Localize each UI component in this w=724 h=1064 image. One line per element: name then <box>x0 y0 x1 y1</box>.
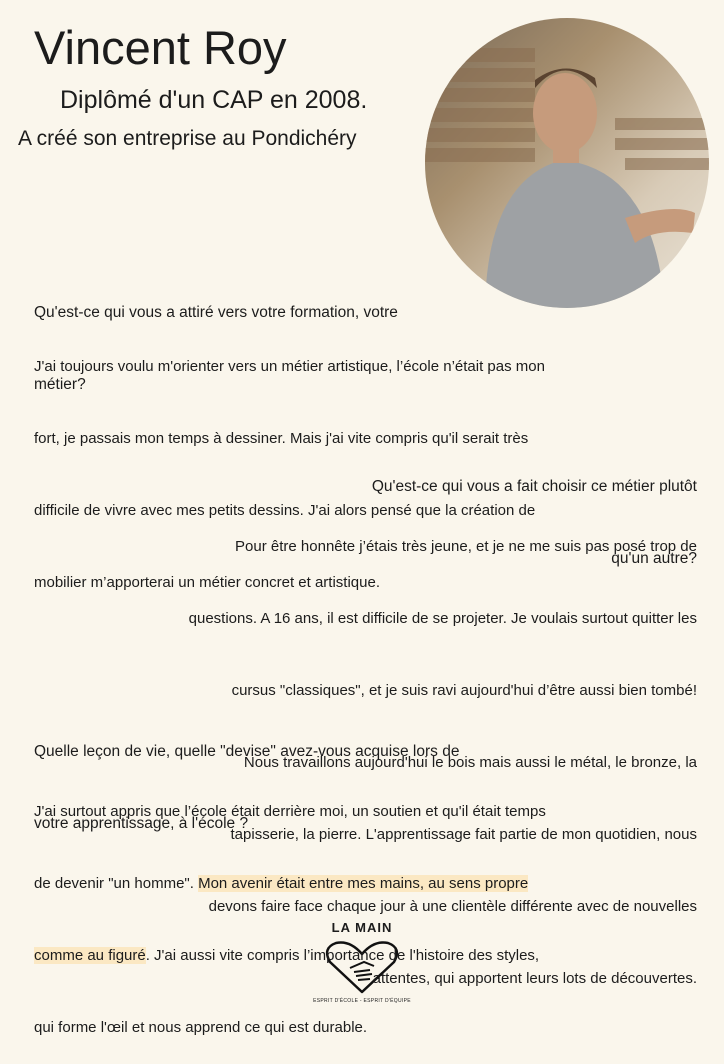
highlighted-text: Mon avenir était entre mes mains, au sens propre <box>198 875 529 892</box>
answer-line: cursus "classiques", et je suis ravi aujourd'hui d’être aussi bien tombé! <box>231 682 697 699</box>
question-line: votre apprentissage, à l'école ? <box>34 815 249 832</box>
answer-3 <box>34 752 546 1064</box>
answer-line: difficile de vivre avec mes petits dessins. J'ai alors pensé que la création de <box>34 502 536 519</box>
answer-line: Nous travaillons aujourd'hui le bois mais aussi le métal, le bronze, la <box>243 754 697 771</box>
portrait-photo <box>425 18 709 308</box>
logo-title: LA MAIN <box>331 920 393 935</box>
question-line: qu'un autre? <box>611 550 697 567</box>
question-line: Quelle leçon de vie, quelle "devise" avez-vous acquise lors de <box>34 743 460 760</box>
logo-tagline: ESPRIT D'ÉCOLE - ESPRIT D'ÉQUIPE <box>313 998 411 1004</box>
subtitle-company: A créé son entreprise au Pondichéry <box>18 127 357 150</box>
answer-line: qui forme l'œil et nous apprend ce qui est durable. <box>34 1019 368 1036</box>
question-line: Qu'est-ce qui vous a fait choisir ce métier plutôt <box>371 478 697 495</box>
answer-line: J'ai toujours voulu m'orienter vers un métier artistique, l’école n’était pas mon <box>34 358 545 375</box>
answer-text: . J'ai aussi vite compris l’importance de l'histoire des styles, <box>145 947 540 964</box>
answer-line: attentes, qui apportent leurs lots de découvertes. <box>372 970 697 987</box>
answer-line: questions. A 16 ans, il est difficile de se projeter. Je voulais surtout quitter les <box>188 610 697 627</box>
subtitle-diploma: Diplômé d'un CAP en 2008. <box>60 86 368 114</box>
page-title: Vincent Roy <box>34 21 287 74</box>
answer-text: de devenir "un homme". <box>34 875 199 892</box>
answer-line: tapisserie, la pierre. L'apprentissage fait partie de mon quotidien, nous <box>230 826 697 843</box>
highlighted-text: comme au figuré <box>34 947 146 964</box>
question-line: métier? <box>34 376 86 393</box>
answer-line: fort, je passais mon temps à dessiner. Mais j'ai vite compris qu'il serait très <box>34 430 529 447</box>
question-line: Qu'est-ce qui vous a attiré vers votre formation, votre <box>34 304 398 321</box>
answer-line: Pour être honnête j’étais très jeune, et je ne me suis pas posé trop de <box>235 538 697 555</box>
answer-line: J'ai surtout appris que l’école était derrière moi, un soutien et qu'il était temps <box>34 803 546 820</box>
answer-line: mobilier m’apporterai un métier concret et artistique. <box>34 574 380 591</box>
answer-line: devons faire face chaque jour à une clientèle différente avec de nouvelles <box>208 898 697 915</box>
